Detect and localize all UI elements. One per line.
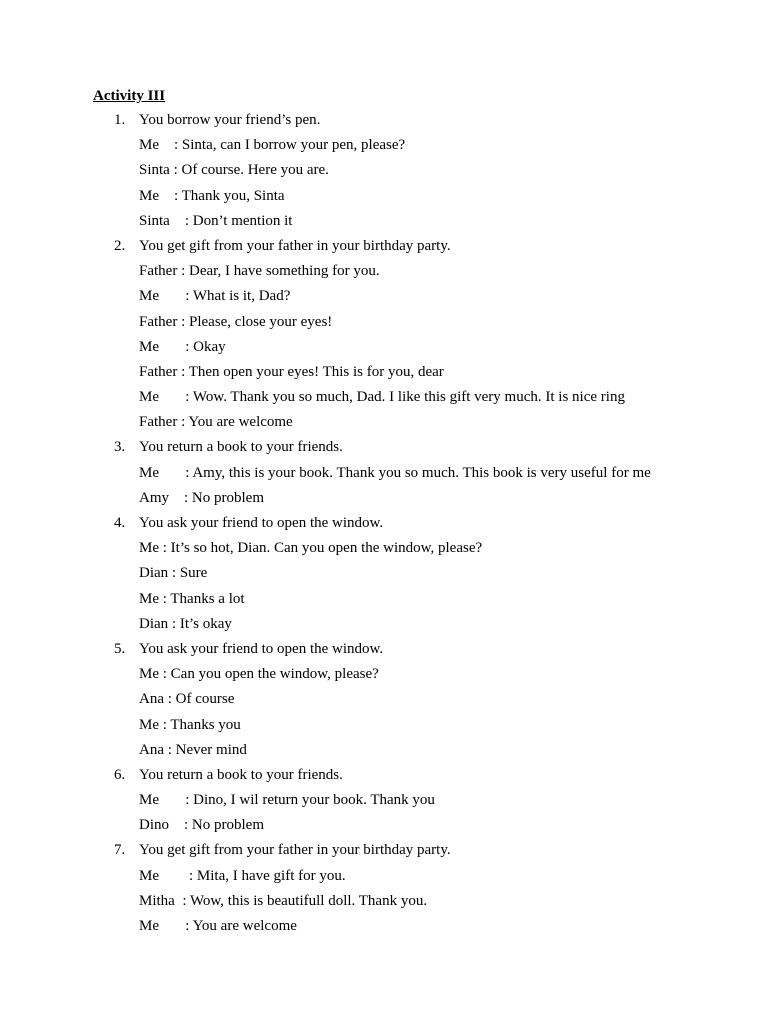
dialogue-line bbox=[0, 338, 768, 363]
dialogue-line-text: Me : Sinta, can I borrow your pen, please? bbox=[139, 137, 406, 154]
dialogue-line bbox=[0, 212, 768, 237]
activity-heading: Activity III bbox=[93, 88, 166, 104]
dialogue-line bbox=[0, 590, 768, 615]
dialogue-line bbox=[0, 161, 768, 186]
dialogue-line-text: Amy : No problem bbox=[139, 489, 264, 506]
dialogue-line bbox=[0, 564, 768, 589]
dialogue-line-text: Me : What is it, Dad? bbox=[139, 288, 291, 305]
dialogue-line-text: Me : Thanks you bbox=[139, 716, 241, 733]
dialogue-line bbox=[0, 917, 768, 942]
dialogue-line bbox=[0, 716, 768, 741]
list-item-prompt bbox=[0, 640, 768, 665]
dialogue-line bbox=[0, 136, 768, 161]
dialogue-line-text: Ana : Never mind bbox=[139, 741, 247, 758]
list-item-prompt-text: You get gift from your father in your birthday party. bbox=[139, 842, 451, 859]
list-item-prompt-text: You return a book to your friends. bbox=[139, 766, 343, 783]
list-item-prompt bbox=[0, 841, 768, 866]
list-item-prompt-text: You borrow your friend’s pen. bbox=[139, 112, 321, 128]
dialogue-line bbox=[0, 741, 768, 766]
list-item-number: 4. bbox=[114, 515, 126, 531]
dialogue-line-text: Me : Dino, I wil return your book. Thank you bbox=[139, 792, 435, 809]
dialogue-line-text: Me : Wow. Thank you so much, Dad. I like this gift very much. It is nice ring bbox=[139, 389, 625, 406]
dialogue-line-text: Me : Thanks a lot bbox=[139, 590, 245, 607]
dialogue-line-text: Me : Mita, I have gift for you. bbox=[139, 867, 346, 884]
list-item-number: 5. bbox=[114, 640, 126, 657]
dialogue-line-text: Mitha : Wow, this is beautifull doll. Thank you. bbox=[139, 892, 428, 909]
dialogue-line bbox=[0, 665, 768, 690]
list-item-prompt bbox=[0, 766, 768, 791]
dialogue-line-text: Ana : Of course bbox=[139, 691, 235, 708]
list-item-prompt-text: You return a book to your friends. bbox=[139, 439, 343, 456]
dialogue-line bbox=[0, 187, 768, 212]
list-item-prompt-text: You ask your friend to open the window. bbox=[139, 640, 384, 657]
dialogue-line-text: Me : You are welcome bbox=[139, 918, 297, 934]
dialogue-line bbox=[0, 791, 768, 816]
list-item-prompt bbox=[0, 237, 768, 262]
dialogue-line bbox=[0, 892, 768, 917]
dialogue-line bbox=[0, 388, 768, 413]
dialogue-line bbox=[0, 615, 768, 640]
dialogue-line bbox=[0, 287, 768, 312]
list-item-number: 1. bbox=[114, 112, 126, 128]
dialogue-line bbox=[0, 489, 768, 514]
dialogue-line bbox=[0, 313, 768, 338]
dialogue-line-text: Father : Dear, I have something for you. bbox=[139, 263, 380, 280]
list-item-prompt bbox=[0, 438, 768, 463]
dialogue-line bbox=[0, 816, 768, 841]
list-item-number: 7. bbox=[114, 842, 126, 859]
list-item-prompt-text: You get gift from your father in your birthday party. bbox=[139, 237, 451, 254]
dialogue-line-text: Me : Okay bbox=[139, 338, 226, 355]
dialogue-line-text: Dian : It’s okay bbox=[139, 615, 232, 632]
list-item-prompt-text: You ask your friend to open the window. bbox=[139, 515, 384, 531]
dialogue-line-text: Me : Amy, this is your book. Thank you so much. This book is very useful for me bbox=[139, 464, 651, 481]
dialogue-line-text: Dino : No problem bbox=[139, 817, 264, 834]
dialogue-line-text: Father : Please, close your eyes! bbox=[139, 313, 333, 330]
dialogue-line-text: Sinta : Of course. Here you are. bbox=[139, 162, 329, 179]
dialogue-line-text: Sinta : Don’t mention it bbox=[139, 212, 293, 229]
activity-list bbox=[0, 111, 768, 942]
list-item-number: 3. bbox=[114, 439, 126, 456]
dialogue-line-text: Father : You are welcome bbox=[139, 414, 293, 431]
list-item-number: 2. bbox=[114, 237, 126, 254]
list-item-prompt bbox=[0, 514, 768, 539]
dialogue-line-text: Me : It’s so hot, Dian. Can you open the window, please? bbox=[139, 540, 483, 557]
dialogue-line bbox=[0, 262, 768, 287]
dialogue-line-text: Dian : Sure bbox=[139, 565, 208, 582]
dialogue-line bbox=[0, 539, 768, 564]
dialogue-line bbox=[0, 690, 768, 715]
dialogue-line bbox=[0, 867, 768, 892]
list-item-prompt bbox=[0, 111, 768, 136]
dialogue-line-text: Father : Then open your eyes! This is for you, dear bbox=[139, 363, 444, 380]
dialogue-line-text: Me : Thank you, Sinta bbox=[139, 187, 285, 204]
dialogue-line-text: Me : Can you open the window, please? bbox=[139, 666, 379, 683]
dialogue-line bbox=[0, 464, 768, 489]
list-item-number: 6. bbox=[114, 766, 126, 783]
dialogue-line bbox=[0, 363, 768, 388]
dialogue-line bbox=[0, 413, 768, 438]
